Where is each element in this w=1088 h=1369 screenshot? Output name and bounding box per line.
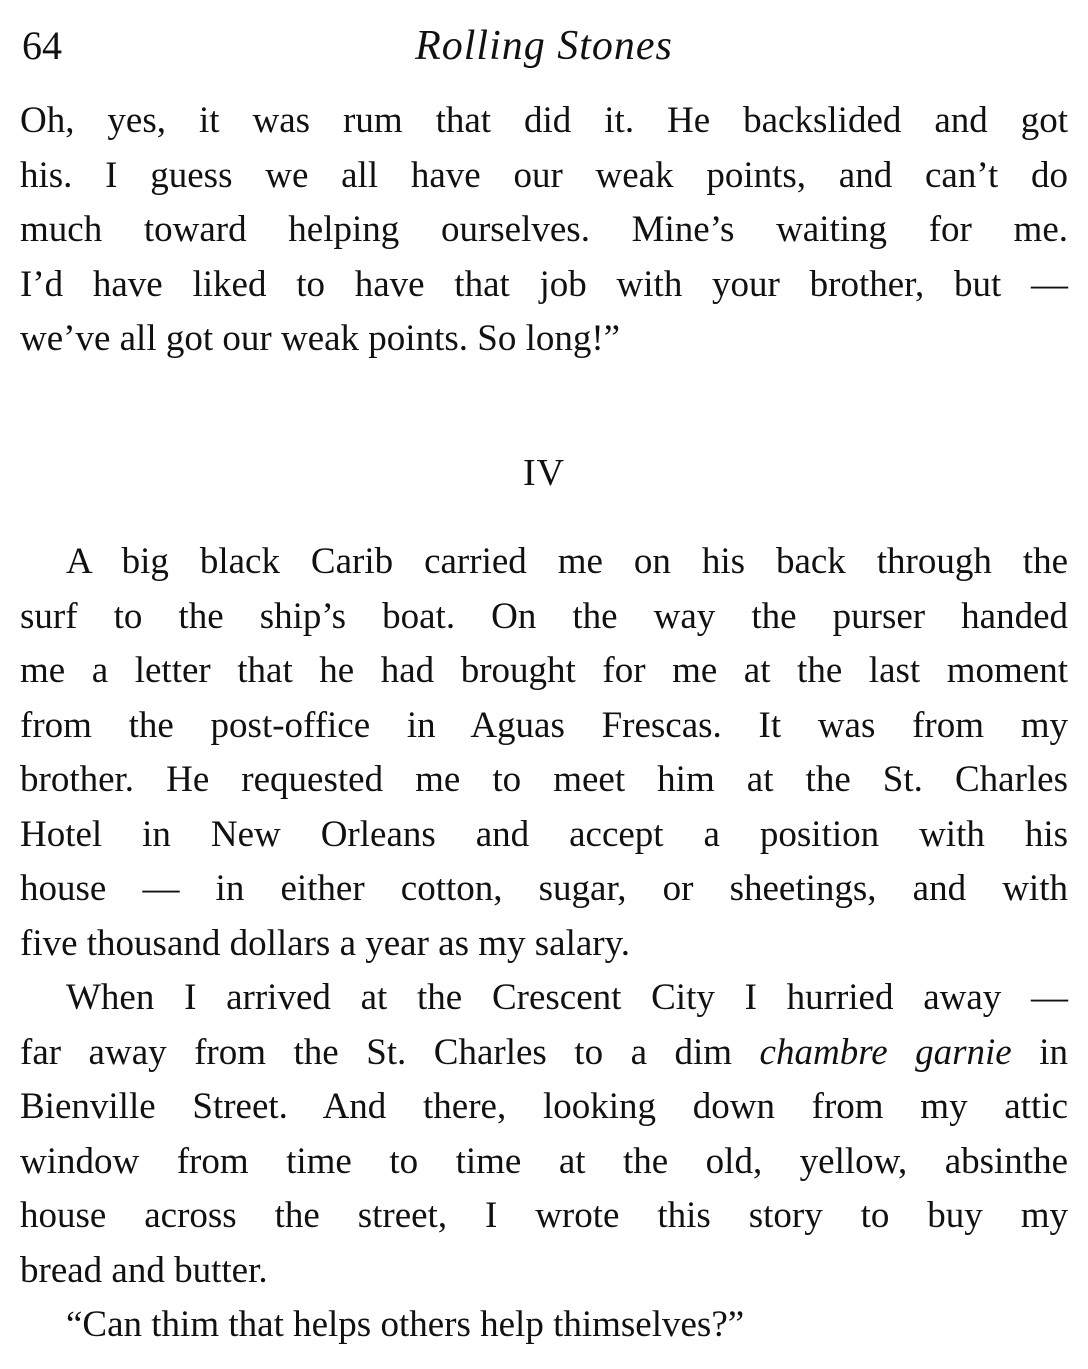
text-line: five thousand dollars a year as my salary. [20,922,630,964]
text-line: from the post-office in Aguas Frescas. It was from my [20,704,1068,746]
text-line: When I arrived at the Crescent City I hurried away — [66,977,1068,1018]
text-run: far away from the St. Charles to a dim [20,1031,760,1073]
text-line: house across the street, I wrote this story to buy my [20,1195,1068,1236]
text-line: me a letter that he had brought for me at the last moment [20,650,1068,691]
book-page [20,0,1068,1369]
text-line: Oh, yes, it was rum that did it. He backslided and got [20,100,1068,141]
text-line: brother. He requested me to meet him at the St. Charles [20,759,1068,800]
text-line: house — in either cotton, sugar, or sheetings, and with [20,868,1068,909]
text-line: bread and butter. [20,1249,268,1291]
running-head [20,18,1068,74]
chapter-body [20,535,1068,1353]
text-line: we’ve all got our weak points. So long!” [20,318,621,359]
text-line: Bienville Street. And there, looking down from my attic [20,1086,1068,1127]
italic-phrase: chambre garnie [759,1031,1012,1073]
running-title: Rolling Stones [415,23,673,69]
continued-paragraph [20,94,1068,367]
text-line: much toward helping ourselves. Mine’s waiting for me. [20,209,1068,250]
text-line: surf to the ship’s boat. On the way the purser handed [20,595,1068,637]
chapter-numeral: IV [522,452,566,494]
text-line: “Can thim that helps others help thimselves?” [66,1304,745,1345]
text-run: in [1011,1031,1069,1073]
page-number: 64 [22,23,62,68]
text-line: I’d have liked to have that job with your brother, but — [20,263,1068,305]
text-line: A big black Carib carried me on his back through the [66,541,1068,582]
text-line-with-italic [20,1026,1068,1081]
text-line: his. I guess we all have our weak points, and can’t do [20,154,1068,196]
text-line: Hotel in New Orleans and accept a position with his [20,813,1068,855]
text-line: window from time to time at the old, yellow, absinthe [20,1140,1068,1182]
